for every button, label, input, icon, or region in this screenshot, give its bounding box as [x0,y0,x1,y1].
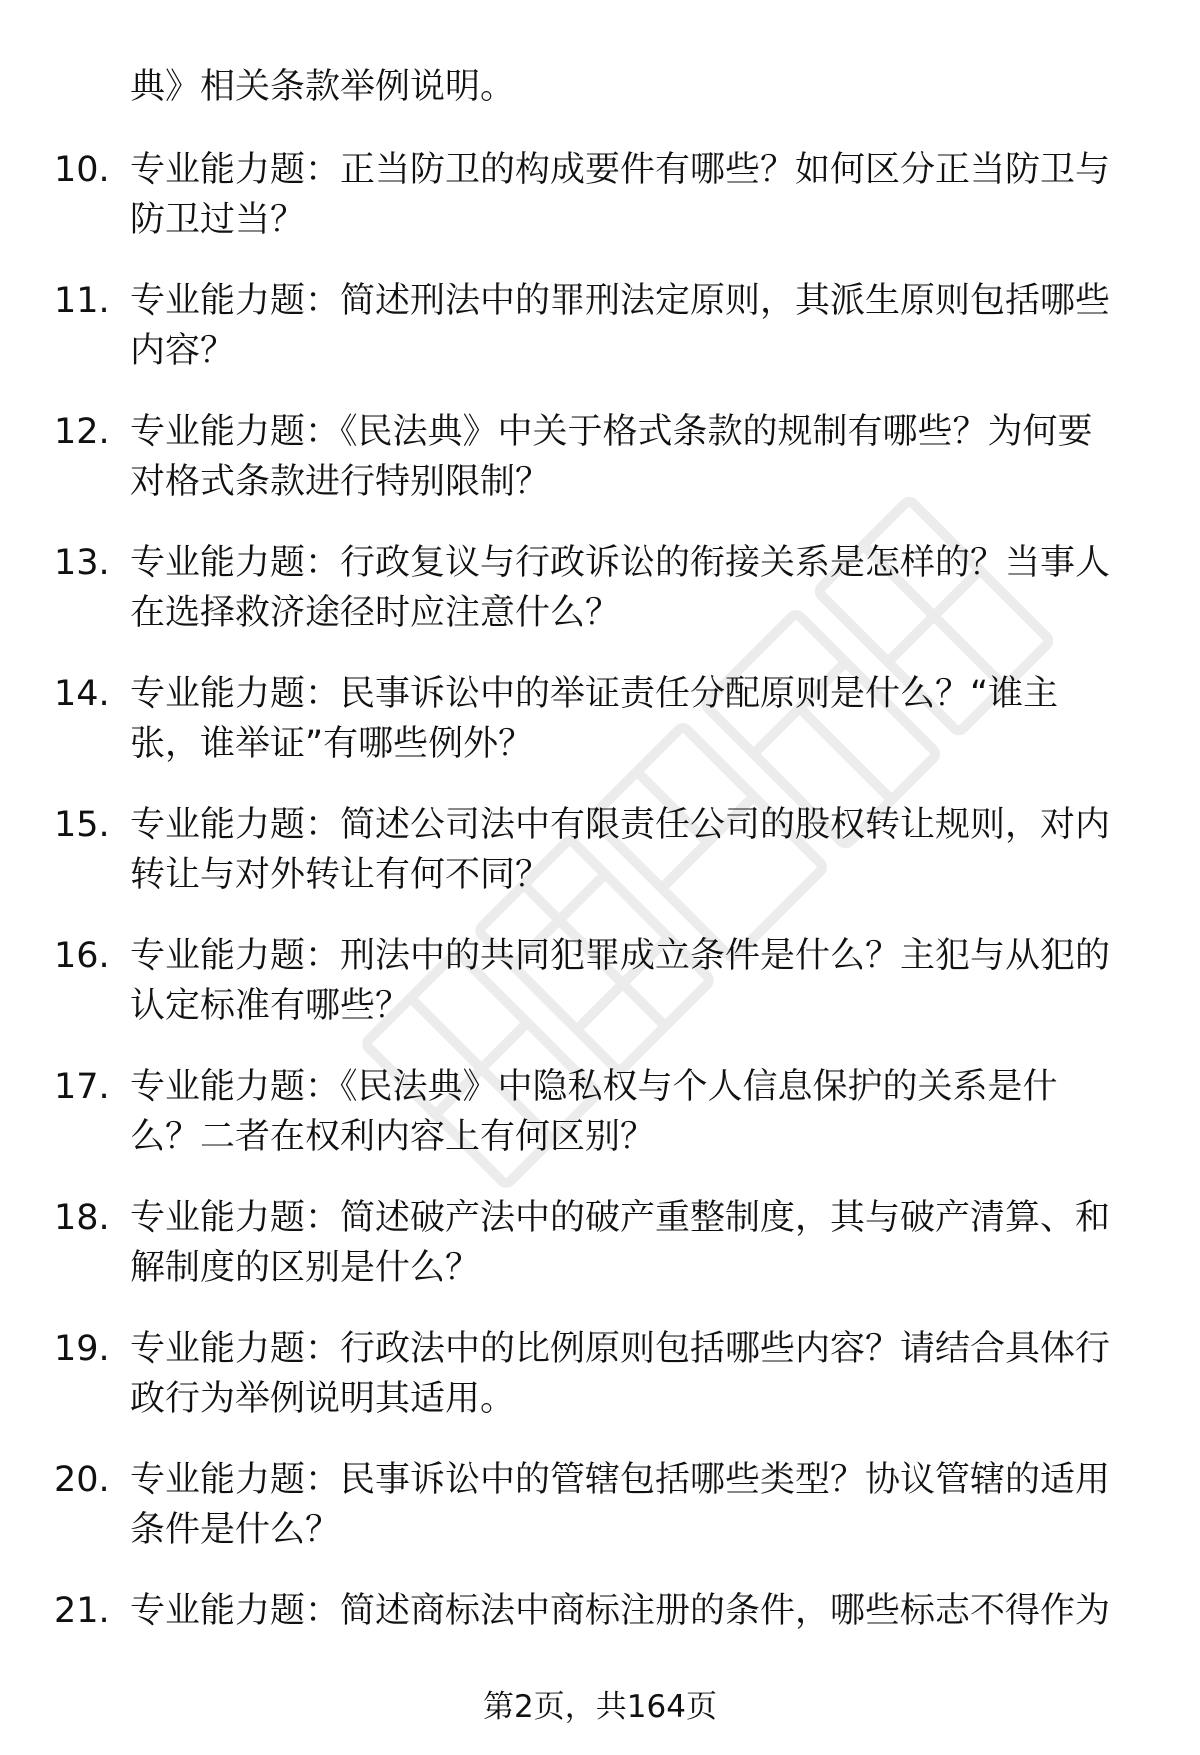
question-number: 12. [54,412,110,452]
question-number: 11. [54,281,110,321]
continuation-text: 典》相关条款举例说明。 [130,67,516,107]
question-list [0,145,1200,1717]
question-text-line: 专业能力题：《民法典》中关于格式条款的规制有哪些？为何要 [130,412,1093,452]
question-item [0,1324,1200,1455]
question-text [130,276,1150,376]
question-text-line: 专业能力题：民事诉讼中的举证责任分配原则是什么？“谁主 [130,674,1059,714]
question-item [0,931,1200,1062]
question-text-line: 专业能力题：正当防卫的构成要件有哪些？如何区分正当防卫与 [130,150,1111,190]
question-number: 18. [54,1198,110,1238]
question-item [0,1062,1200,1193]
question-number: 21. [54,1591,110,1631]
question-number: 10. [54,150,110,190]
question-number: 15. [54,805,110,845]
question-text-line: 专业能力题：《民法典》中隐私权与个人信息保护的关系是什 [130,1067,1058,1107]
question-number: 14. [54,674,110,714]
question-item [0,669,1200,800]
question-text-line: 专业能力题：行政复议与行政诉讼的衔接关系是怎样的？当事人 [130,543,1111,583]
question-text [130,145,1150,245]
question-item [0,1455,1200,1586]
question-text-line: 张，谁举证”有哪些例外？ [130,724,534,764]
question-text [130,407,1150,507]
question-text-line: 专业能力题：行政法中的比例原则包括哪些内容？请结合具体行 [130,1329,1111,1369]
question-text-line: 条件是什么？ [130,1510,341,1550]
question-text-line: 专业能力题：简述破产法中的破产重整制度，其与破产清算、和 [130,1198,1111,1238]
question-text-line: 政行为举例说明其适用。 [130,1379,516,1419]
question-item [0,800,1200,931]
question-text [130,538,1150,638]
question-number: 13. [54,543,110,583]
question-text-line: 防卫过当？ [130,200,306,240]
question-item [0,407,1200,538]
question-item [0,145,1200,276]
question-text [130,800,1150,900]
question-text-line: 专业能力题：简述公司法中有限责任公司的股权转让规则，对内 [130,805,1111,845]
question-number: 16. [54,936,110,976]
question-text [130,1586,1150,1636]
question-text-line: 专业能力题：简述商标法中商标注册的条件，哪些标志不得作为 [130,1591,1111,1631]
question-text [130,931,1150,1031]
question-number: 19. [54,1329,110,1369]
question-text [130,1062,1150,1162]
question-item [0,276,1200,407]
question-item [0,1193,1200,1324]
question-text-line: 专业能力题：民事诉讼中的管辖包括哪些类型？协议管辖的适用 [130,1460,1111,1500]
question-text-line: 转让与对外转让有何不同？ [130,855,551,895]
question-text-line: 么？二者在权利内容上有何区别？ [130,1117,656,1157]
question-text [130,1324,1150,1424]
question-text [130,1455,1150,1555]
question-text-line: 认定标准有哪些？ [130,986,411,1026]
question-text-line: 内容？ [130,331,236,371]
question-text-line: 解制度的区别是什么？ [130,1248,481,1288]
question-number: 20. [54,1460,110,1500]
question-text [130,669,1150,769]
question-text-line: 专业能力题：刑法中的共同犯罪成立条件是什么？主犯与从犯的 [130,936,1111,976]
question-text-line: 在选择救济途径时应注意什么？ [130,593,621,633]
question-text-line: 专业能力题：简述刑法中的罪刑法定原则，其派生原则包括哪些 [130,281,1111,321]
page-indicator: 第2页，共164页 [483,1689,717,1725]
question-number: 17. [54,1067,110,1107]
question-text [130,1193,1150,1293]
question-item [0,538,1200,669]
question-text-line: 对格式条款进行特别限制？ [130,462,551,502]
